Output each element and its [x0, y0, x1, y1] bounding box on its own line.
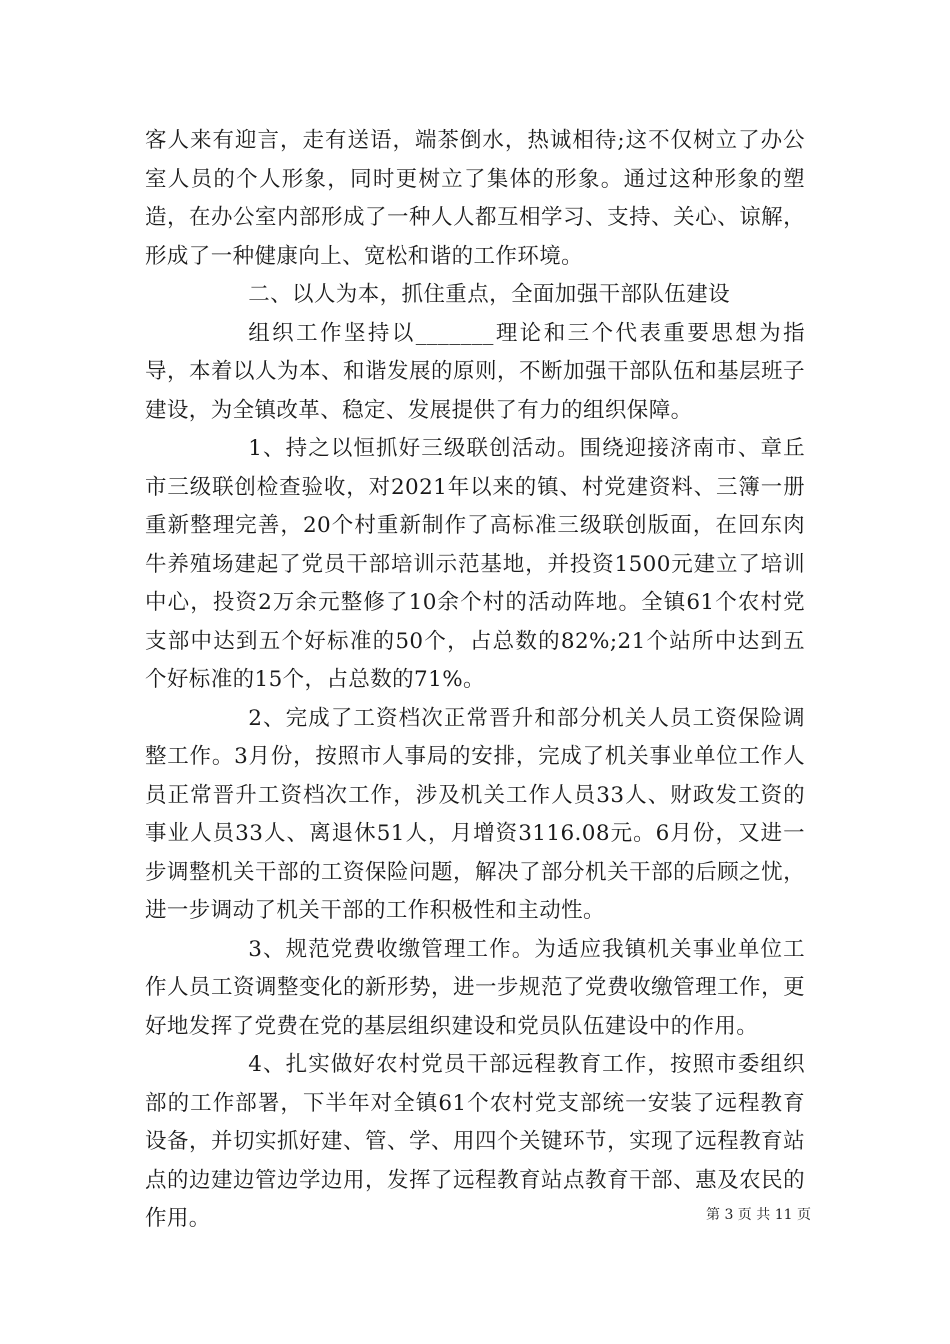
- page-number: 第 3 页 共 11 页: [706, 1207, 811, 1223]
- paragraph-item-1: 1、持之以恒抓好三级联创活动。围绕迎接济南市、章丘市三级联创检查验收，对2021年以来的镇、村党建资料、三簿一册重新整理完善，20个村重新制作了高标准三级联创版面，在回东肉牛养殖场建起了党员干部培训示范基地，并投资1500元建立了培训中心，投资2万余元整修了10余个村的活动阵地。全镇61个农村党支部中达到五个好标准的50个，占总数的82%;21个站所中达到五个好标准的15个，占总数的71%。: [145, 436, 805, 692]
- paragraph-item-4: 4、扎实做好农村党员干部远程教育工作，按照市委组织部的工作部署，下半年对全镇61个农村党支部统一安装了远程教育设备，并切实抓好建、管、学、用四个关键环节，实现了远程教育站点的边建边管边学边用，发挥了远程教育站点教育干部、惠及农民的作用。: [145, 1052, 805, 1231]
- document-body: [145, 122, 805, 1239]
- paragraph-item-3: 3、规范党费收缴管理工作。为适应我镇机关事业单位工作人员工资调整变化的新形势，进一步规范了党费收缴管理工作，更好地发挥了党费在党的基层组织建设和党员队伍建设中的作用。: [145, 936, 805, 1039]
- paragraph-intro: 组织工作坚持以_______理论和三个代表重要思想为指导，本着以人为本、和谐发展的原则，不断加强干部队伍和基层班子建设，为全镇改革、稳定、发展提供了有力的组织保障。: [145, 320, 805, 423]
- paragraph-continuation: 客人来有迎言，走有送语，端茶倒水，热诚相待;这不仅树立了办公室人员的个人形象，同时更树立了集体的形象。通过这种形象的塑造，在办公室内部形成了一种人人都互相学习、支持、关心、谅解，形成了一种健康向上、宽松和谐的工作环境。: [145, 128, 805, 269]
- paragraph-item-2: 2、完成了工资档次正常晋升和部分机关人员工资保险调整工作。3月份，按照市人事局的安排，完成了机关事业单位工作人员正常晋升工资档次工作，涉及机关工作人员33人、财政发工资的事业人员33人、离退休51人，月增资3116.08元。6月份，又进一步调整机关干部的工资保险问题，解决了部分机关干部的后顾之忧，进一步调动了机关干部的工作积极性和主动性。: [145, 705, 805, 923]
- section-heading: 二、以人为本，抓住重点，全面加强干部队伍建设: [248, 282, 730, 307]
